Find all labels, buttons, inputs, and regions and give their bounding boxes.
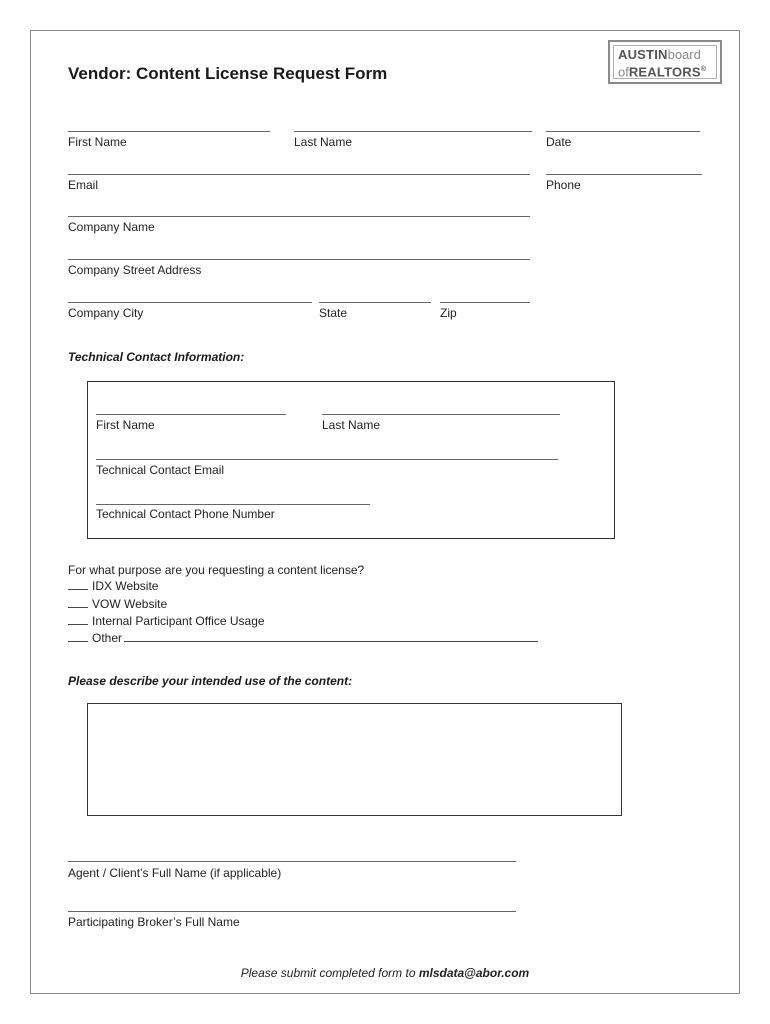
tech-phone-label: Technical Contact Phone Number [96,507,275,521]
tech-email-field[interactable] [96,459,558,460]
logo-line-2 [618,62,706,79]
company-city-field[interactable] [68,302,312,303]
tech-first-name-label: First Name [96,418,155,432]
footer-text: Please submit completed form to [240,966,419,980]
option-label: VOW Website [92,597,168,611]
option-blank[interactable] [68,579,88,590]
first-name-field[interactable] [68,131,270,132]
footer-note [0,966,770,980]
phone-label: Phone [546,178,581,192]
date-field[interactable] [546,131,700,132]
tech-phone-field[interactable] [96,504,370,505]
company-name-field[interactable] [68,216,530,217]
page-title: Vendor: Content License Request Form [68,64,388,83]
company-name-label: Company Name [68,220,155,234]
describe-textarea[interactable] [87,703,622,816]
technical-contact-heading: Technical Contact Information: [68,350,245,364]
austin-board-of-realtors-logo [608,40,722,84]
tech-last-name-field[interactable] [322,414,560,415]
logo-austin: AUSTIN [618,47,668,62]
email-label: Email [68,178,99,192]
phone-field[interactable] [546,174,702,175]
date-label: Date [546,135,572,149]
last-name-field[interactable] [294,131,532,132]
broker-name-field[interactable] [68,911,516,912]
other-fill-line[interactable] [124,631,538,642]
logo-registered-mark: ® [700,66,706,73]
agent-name-field[interactable] [68,861,516,862]
last-name-label: Last Name [294,135,353,149]
option-label: Other [92,631,123,645]
option-other[interactable] [68,631,538,645]
zip-label: Zip [440,306,457,320]
state-label: State [319,306,348,320]
option-label: Internal Participant Office Usage [92,614,265,628]
logo-of: of [618,64,629,80]
option-vow-website[interactable] [68,597,167,611]
option-label: IDX Website [92,579,159,593]
logo-board: board [667,47,701,62]
company-street-field[interactable] [68,259,530,260]
option-idx-website[interactable] [68,579,158,593]
option-internal-usage[interactable] [68,614,265,628]
tech-last-name-label: Last Name [322,418,381,432]
state-field[interactable] [319,302,431,303]
broker-name-label: Participating Broker’s Full Name [68,915,240,929]
logo-realtors: REALTORS [628,64,701,80]
footer-email-link[interactable]: mlsdata@abor.com [418,966,530,980]
tech-email-label: Technical Contact Email [96,463,225,477]
purpose-question: For what purpose are you requesting a content license? [68,563,365,577]
describe-heading: Please describe your intended use of the content: [68,674,353,688]
logo-line-1 [618,47,701,62]
option-blank[interactable] [68,614,88,625]
tech-first-name-field[interactable] [96,414,286,415]
company-city-label: Company City [68,306,144,320]
agent-name-label: Agent / Client’s Full Name (if applicable) [68,866,282,880]
option-blank[interactable] [68,597,88,608]
company-street-label: Company Street Address [68,263,202,277]
zip-field[interactable] [440,302,530,303]
email-field[interactable] [68,174,530,175]
first-name-label: First Name [68,135,127,149]
option-blank[interactable] [68,631,88,642]
